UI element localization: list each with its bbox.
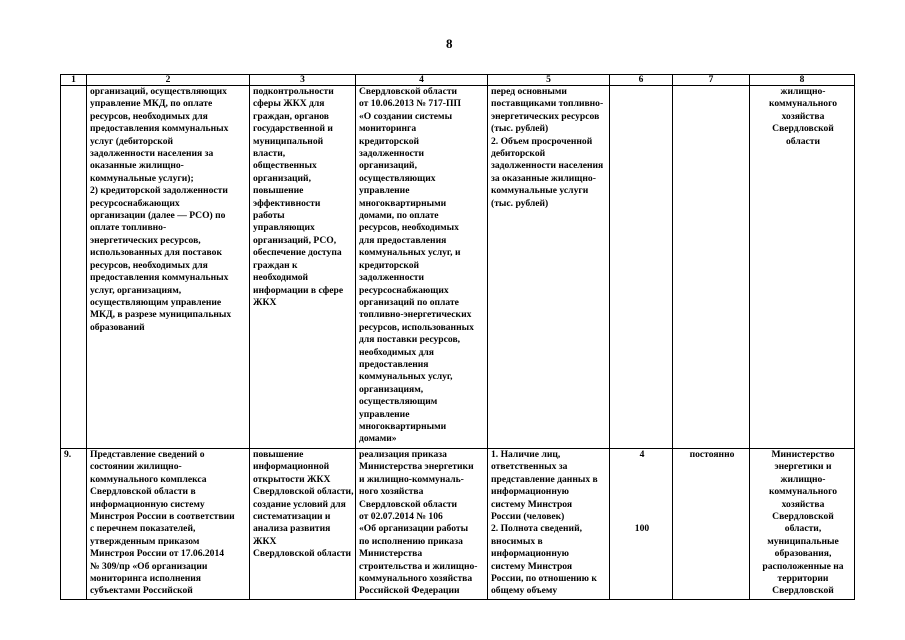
col-header-4: 4 xyxy=(356,75,488,86)
cell-deadline: постоянно xyxy=(673,449,750,600)
cell-goal: подконтрольности сферы ЖКХ для граждан, органов государственной и муниципальной власти, общественных организаций, повышение эффективности работы управляющих организаций, РСО, обеспечение доступа граждан к необходимой информации в сфере ЖКХ xyxy=(250,86,356,449)
cell-deadline xyxy=(673,86,750,449)
cell-number: 9. xyxy=(61,449,87,600)
cell-measure: организаций, осуществляющих управление МКД, по оплате ресурсов, необходимых для предоставления коммунальных услуг (дебиторской задолженности населения за оказанные жилищно- коммунальные услуги); 2) кредиторской задолженности ресурсоснабжающих организации (далее — РСО) по оплате топливно- энергетических ресурсов, использованных для поставок ресурсов, необходимых для предоставления коммунальных услуг, организациям, осуществляющим управление МКД, в разрезе муниципальных образований xyxy=(87,86,250,449)
col-header-5: 5 xyxy=(488,75,610,86)
cell-values xyxy=(610,449,673,600)
col-header-2: 2 xyxy=(87,75,250,86)
cell-responsible: жилищно- коммунального хозяйства Свердловской области xyxy=(750,86,855,449)
page-number: 8 xyxy=(446,36,453,51)
header-row xyxy=(61,75,855,86)
col-header-1: 1 xyxy=(61,75,87,86)
table-row-continued xyxy=(61,86,855,449)
cell-basis: Свердловской области от 10.06.2013 № 717-ПП «О создании системы мониторинга кредиторской задолженности организаций, осуществляющих управление многоквартирными домами, по оплате ресурсов, необходимых для предоставления коммунальных услуг, и кредиторской задолженности ресурсоснабжающих организаций по оплате топливно-энергетических ресурсов, использованных для поставки ресурсов, необходимых для предоставления коммунальных услуг, организациям, осуществляющим управление многоквартирными домами» xyxy=(356,86,488,449)
value-1: 4 xyxy=(639,449,645,460)
cell-measure: Представление сведений о состоянии жилищно- коммунального комплекса Свердловской области в информационную систему Минстроя России в соответствии с перечнем показателей, утвержденным приказом Минстроя России от 17.06.2014 № 309/пр «Об организации мониторинга исполнения субъектами Российской xyxy=(87,449,250,600)
cell-values xyxy=(610,86,673,449)
col-header-8: 8 xyxy=(750,75,855,86)
cell-number xyxy=(61,86,87,449)
cell-indicators: перед основными поставщиками топливно- энергетических ресурсов (тыс. рублей) 2. Объем просроченной дебиторской задолженности населения за оказанные жилищно- коммунальные услуги (тыс. рублей) xyxy=(488,86,610,449)
cell-responsible: Министерство энергетики и жилищно- коммунального хозяйства Свердловской области, муниципальные образования, расположенные на территории Свердловской xyxy=(750,449,855,600)
cell-indicators: 1. Наличие лиц, ответственных за представление данных в информационную систему Минстроя России (человек) 2. Полнота сведений, вносимых в информационную систему Минстроя России, по отношению к общему объему xyxy=(488,449,610,600)
cell-basis: реализация приказа Министерства энергетики и жилищно-коммуналь- ного хозяйства Свердловской области от 02.07.2014 № 106 «Об организации работы по исполнению приказа Министерства строительства и жилищно- коммунального хозяйства Российской Федерации xyxy=(356,449,488,600)
col-header-3: 3 xyxy=(250,75,356,86)
col-header-6: 6 xyxy=(610,75,673,86)
measures-table xyxy=(60,74,855,600)
table-row-9 xyxy=(61,449,855,600)
cell-goal: повышение информационной открытости ЖКХ Свердловской области, создание условий для систематизации и анализа развития ЖКХ Свердловской области xyxy=(250,449,356,600)
col-header-7: 7 xyxy=(673,75,750,86)
value-2: 100 xyxy=(634,523,650,535)
